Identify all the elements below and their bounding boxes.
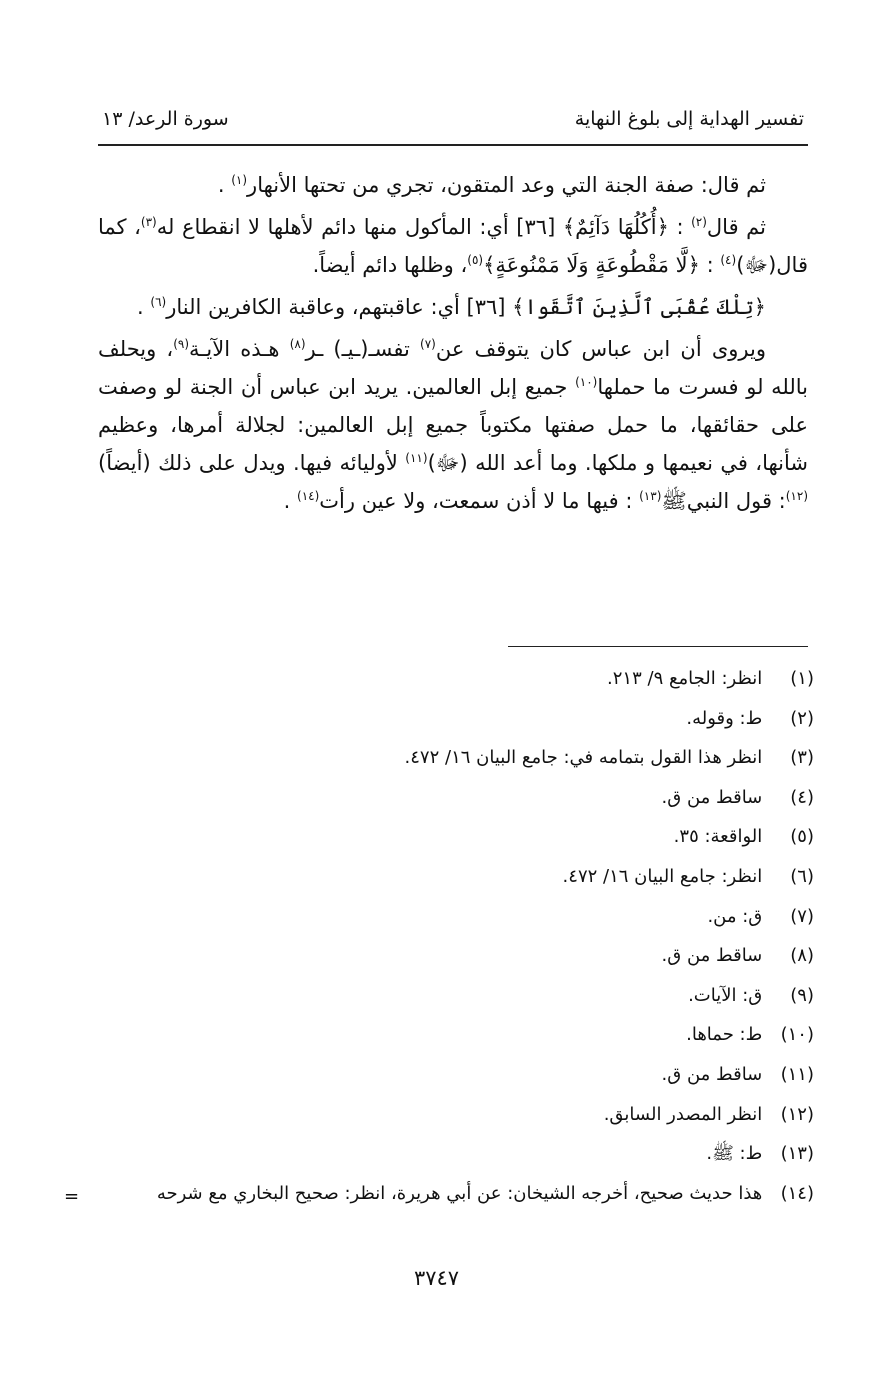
paragraph-4: ويروى أن ابن عباس كان يتوقف عن$^{(٧)}$ تفسـ(ـيـ) ـر$^{(٨)}$ هـذه الآيـة$^{(٩)}$، ويحلف بالله لو فسرت ما حملها$^{(١٠)}$ جميع إبل العالمين. يريد ابن عباس أن الجنة لو وصفت على حقائقها، ما حمل صفتها مكتوباً جميع إبل العالمين: لجلالة أمرها، وعظيم شأنها، في نعيمها و ملكها. وما أعد الله (ﷻ)$^{(١١)}$ لأوليائه فيها. ويدل على ذلك (أيضاً)$^{(١٢)}$: قول النبيﷺ$^{(١٣)}$ : فيها ما لا أذن سمعت، ولا عين رأت$^{(١٤)}$ . (98, 337, 808, 513)
footnote-text: الواقعة: ٣٥. (673, 826, 763, 848)
footnote-item (98, 941, 814, 981)
footnote-text: انظر: الجامع ٩/ ٢١٣. (607, 668, 763, 689)
footnote-ref[interactable]: (٩) (173, 337, 190, 351)
footnote-item (98, 1060, 814, 1100)
footnote-ref[interactable]: (٢) (691, 215, 707, 229)
footnote-item (98, 1139, 814, 1179)
footnote-item (98, 1100, 814, 1140)
footnotes (98, 664, 814, 1218)
footnote-number: (٧) (790, 905, 814, 927)
footnote-item (98, 704, 814, 744)
footnote-ref[interactable]: (١) (231, 173, 248, 187)
honorific-glyph: ﷺ (661, 489, 687, 513)
footnote-separator (508, 646, 808, 647)
footnote-text: ط: ﷺ. (706, 1143, 763, 1165)
footnote-item (98, 822, 814, 862)
footnote-item (98, 664, 814, 704)
footnote-item (98, 981, 814, 1021)
footnote-number: (٨) (790, 945, 814, 967)
footnote-text: ساقط من ق. (661, 945, 763, 967)
footnote-ref[interactable]: (٦) (150, 295, 167, 309)
footnote-number: (١٢) (780, 1103, 814, 1125)
footnote-text: ساقط من ق. (661, 1063, 763, 1085)
footnote-item (98, 862, 814, 902)
footnote-text: انظر هذا القول بتمامه في: جامع البيان ١٦/ ٤٧٢. (404, 747, 763, 769)
footnote-text: ساقط من ق. (661, 786, 763, 808)
footnote-ref[interactable]: (٥) (467, 253, 484, 267)
footnote-text: ط: وقوله. (686, 707, 763, 729)
footnote-ref[interactable]: (١٣) (639, 489, 662, 503)
footnote-number: (١٤) (780, 1182, 814, 1204)
footnote-item (98, 902, 814, 942)
footnote-text: انظر: جامع البيان ١٦/ ٤٧٢. (562, 865, 763, 887)
footnote-number: (٣) (790, 747, 814, 769)
footnote-number: (٩) (790, 984, 814, 1006)
footnote-text: ق: الآيات. (688, 984, 763, 1006)
surah-page-label: سورة الرعد/ ١٣ (102, 108, 229, 130)
honorific-glyph: ﷻ (744, 253, 769, 277)
footnote-text: ط: حماها. (686, 1024, 763, 1046)
footnote-ref[interactable]: (١٤) (297, 489, 320, 503)
book-title: تفسير الهداية إلى بلوغ النهاية (574, 108, 804, 130)
quran-quote: ﴿أُكُلُهَا دَآئِمٌ﴾ (562, 215, 669, 239)
footnote-number: (٢) (790, 707, 814, 729)
footnote-ref[interactable]: (٧) (420, 337, 436, 351)
footnote-item (98, 1020, 814, 1060)
quran-quote: ﴿لَّا مَقْطُوعَةٍ وَلَا مَمْنُوعَةٍ﴾ (483, 253, 700, 277)
paragraph-3: ﴿تِلْكَ عُقْبَى ٱلَّذِينَ ٱتَّقَوا﴾ [٣٦] أي: عاقبتهم، وعاقبة الكافرين النار$^{(٦)}$ . (137, 295, 766, 319)
footnote-item (98, 743, 814, 783)
honorific-glyph: ﷻ (435, 451, 460, 475)
footnote-number: (١) (790, 668, 814, 689)
footnote-ref[interactable]: (١٠) (575, 375, 598, 389)
footnote-text: انظر المصدر السابق. (603, 1103, 763, 1125)
footnote-item (98, 1179, 814, 1219)
running-header (98, 104, 808, 146)
continuation-mark: = (64, 1186, 80, 1207)
footnote-ref[interactable]: (٣) (140, 215, 157, 229)
footnote-number: (١٣) (780, 1143, 814, 1165)
paragraph-2: ثم قال$^{(٢)}$ : ﴿أُكُلُهَا دَآئِمٌ﴾ [٣٦] أي: المأكول منها دائم لأهلها لا انقطاع له$^{(٣)}$، كما قال(ﷻ)$^{(٤)}$ : ﴿لَّا مَقْطُوعَةٍ وَلَا مَمْنُوعَةٍ﴾$^{(٥)}$، وظلها دائم أيضاً. (98, 215, 808, 277)
footnote-ref[interactable]: (٤) (720, 253, 737, 267)
footnote-number: (١٠) (780, 1024, 814, 1046)
footnote-number: (٥) (790, 826, 814, 848)
footnote-item (98, 783, 814, 823)
page-number: ٣٧٤٧ (413, 1266, 460, 1290)
paragraph-1: ثم قال: صفة الجنة التي وعد المتقون، تجري من تحتها الأنهار$^{(١)}$ . (217, 173, 766, 197)
footnote-number: (٦) (790, 865, 814, 887)
footnote-number: (١١) (780, 1063, 814, 1085)
footnote-text: هذا حديث صحيح، أخرجه الشيخان: عن أبي هريرة، انظر: صحيح البخاري مع شرحه (156, 1182, 763, 1204)
footnote-ref[interactable]: (١١) (405, 451, 428, 465)
footnote-text: ق: من. (707, 905, 763, 927)
main-text (98, 166, 808, 524)
footnote-number: (٤) (790, 786, 814, 808)
footnote-ref[interactable]: (١٢) (785, 489, 808, 503)
footnote-ref[interactable]: (٨) (289, 337, 306, 351)
quran-quote: ﴿تِلْكَ عُقْبَى ٱلَّذِينَ ٱتَّقَوا﴾ (512, 295, 766, 319)
